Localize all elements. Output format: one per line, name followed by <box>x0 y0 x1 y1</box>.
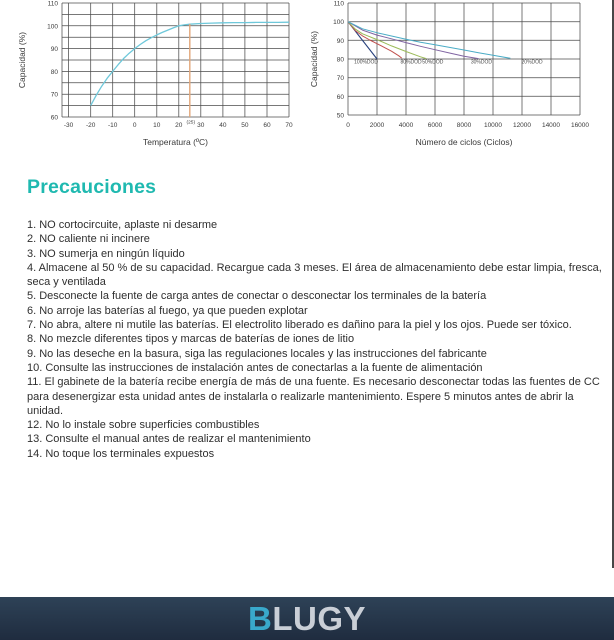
precautions-title: Precauciones <box>27 176 157 198</box>
x-tick-label: 16000 <box>570 122 590 129</box>
precaution-item: 5. Desconecte la fuente de carga antes de conectar o desconectar los terminales de la batería <box>27 290 487 303</box>
y-tick-label: 100 <box>47 23 58 31</box>
precaution-item: 4. Almacene al 50 % de su capacidad. Recargue cada 3 meses. El área de almacenamiento debe estar limpia, fresca, seca y ventilada <box>27 261 602 289</box>
precaution-item: 7. No abra, altere ni mutile las baterías. El electrolito liberado es dañino para la piel y los ojos. Puede ser tóxico. <box>27 319 572 332</box>
series-line <box>348 22 402 58</box>
precaution-item: 1. NO cortocircuite, aplaste ni desarme <box>27 219 218 231</box>
precaution-item: 6. No arroje las baterías al fuego, ya que pueden explotar <box>27 304 308 317</box>
precautions-list <box>27 218 605 461</box>
brand-logo-initial: B <box>247 600 273 637</box>
x-tick-label: 10000 <box>483 122 503 129</box>
series-label: 20%DOD <box>521 59 543 66</box>
x-tick-label: -20 <box>85 122 96 129</box>
cycles-svg <box>305 0 614 152</box>
precaution-item: 8. No mezcle diferentes tipos y marcas de baterías de iones de litio <box>27 333 355 346</box>
x-tick-label: 6000 <box>427 122 443 129</box>
precaution-item: 12. No lo instale sobre superficies combustibles <box>27 419 260 432</box>
precaution-item: 9. No las deseche en la basura, siga las regulaciones locales y las instrucciones del fabricante <box>27 347 487 360</box>
precaution-item: 2. NO caliente ni incinere <box>27 233 150 246</box>
temperature-capacity-chart <box>0 0 304 157</box>
x-tick-label: 12000 <box>512 122 532 129</box>
x-tick-label: 40 <box>219 122 227 129</box>
y-tick-label: 70 <box>50 91 58 99</box>
series-label: 80%DOD <box>400 59 422 66</box>
x-tick-label: 0 <box>346 122 350 129</box>
precaution-item: 3. NO sumerja en ningún líquido <box>27 247 185 260</box>
y-tick-label: 60 <box>50 114 58 122</box>
x-tick-label: -10 <box>107 122 118 129</box>
y-tick-label: 80 <box>336 56 344 64</box>
x-tick-label: 0 <box>132 122 137 129</box>
y-axis-title: Capacidad (%) <box>309 30 319 88</box>
x-tick-label: 60 <box>263 122 271 129</box>
x-tick-label: 8000 <box>456 122 472 129</box>
x-tick-label: 4000 <box>398 122 414 129</box>
x-tick-label: 2000 <box>369 122 385 129</box>
y-tick-label: 110 <box>47 0 58 8</box>
series-label: 30%DOD <box>470 59 492 66</box>
y-tick-label: 90 <box>336 37 344 45</box>
annotation-label: (25) <box>186 120 196 126</box>
x-tick-label: 70 <box>285 122 293 129</box>
precaution-item: 11. El gabinete de la batería recibe energía de más de una fuente. Es necesario desconectar todas las fuentes de CC para desenergizar esta unidad antes de instalarla o realizarle mantenimiento. Espere 5 minutos antes de abrir la unidad. <box>27 376 600 417</box>
precaution-item: 13. Consulte el manual antes de realizar el mantenimiento <box>27 433 311 446</box>
y-axis-title: Capacidad (%) <box>17 31 27 89</box>
series-label: 50%DOD <box>422 59 444 66</box>
x-tick-label: 20 <box>175 122 183 129</box>
x-tick-label: -30 <box>63 122 74 129</box>
precaution-item: 14. No toque los terminales expuestos <box>27 447 215 460</box>
x-axis-title: Temperatura (ºC) <box>143 137 208 147</box>
y-tick-label: 90 <box>50 46 58 54</box>
footer-bar <box>0 597 614 640</box>
cycle-life-chart <box>305 0 614 157</box>
brand-logo <box>248 602 366 635</box>
brand-logo-rest: LUGY <box>272 600 366 637</box>
y-tick-label: 70 <box>336 75 344 83</box>
y-tick-label: 80 <box>50 68 58 76</box>
y-tick-label: 50 <box>336 112 344 120</box>
x-tick-label: 30 <box>197 122 205 129</box>
y-tick-label: 110 <box>333 0 344 8</box>
x-axis-title: Número de ciclos (Ciclos) <box>415 137 513 147</box>
y-tick-label: 60 <box>336 93 344 101</box>
temperature-svg <box>0 0 304 152</box>
x-tick-label: 10 <box>153 122 161 129</box>
y-tick-label: 100 <box>333 19 344 27</box>
x-tick-label: 50 <box>241 122 249 129</box>
series-label: 100%DOD <box>354 59 379 66</box>
precaution-item: 10. Consulte las instrucciones de instalación antes de conectarlas a la fuente de alimentación <box>27 361 483 374</box>
x-tick-label: 14000 <box>541 122 561 129</box>
